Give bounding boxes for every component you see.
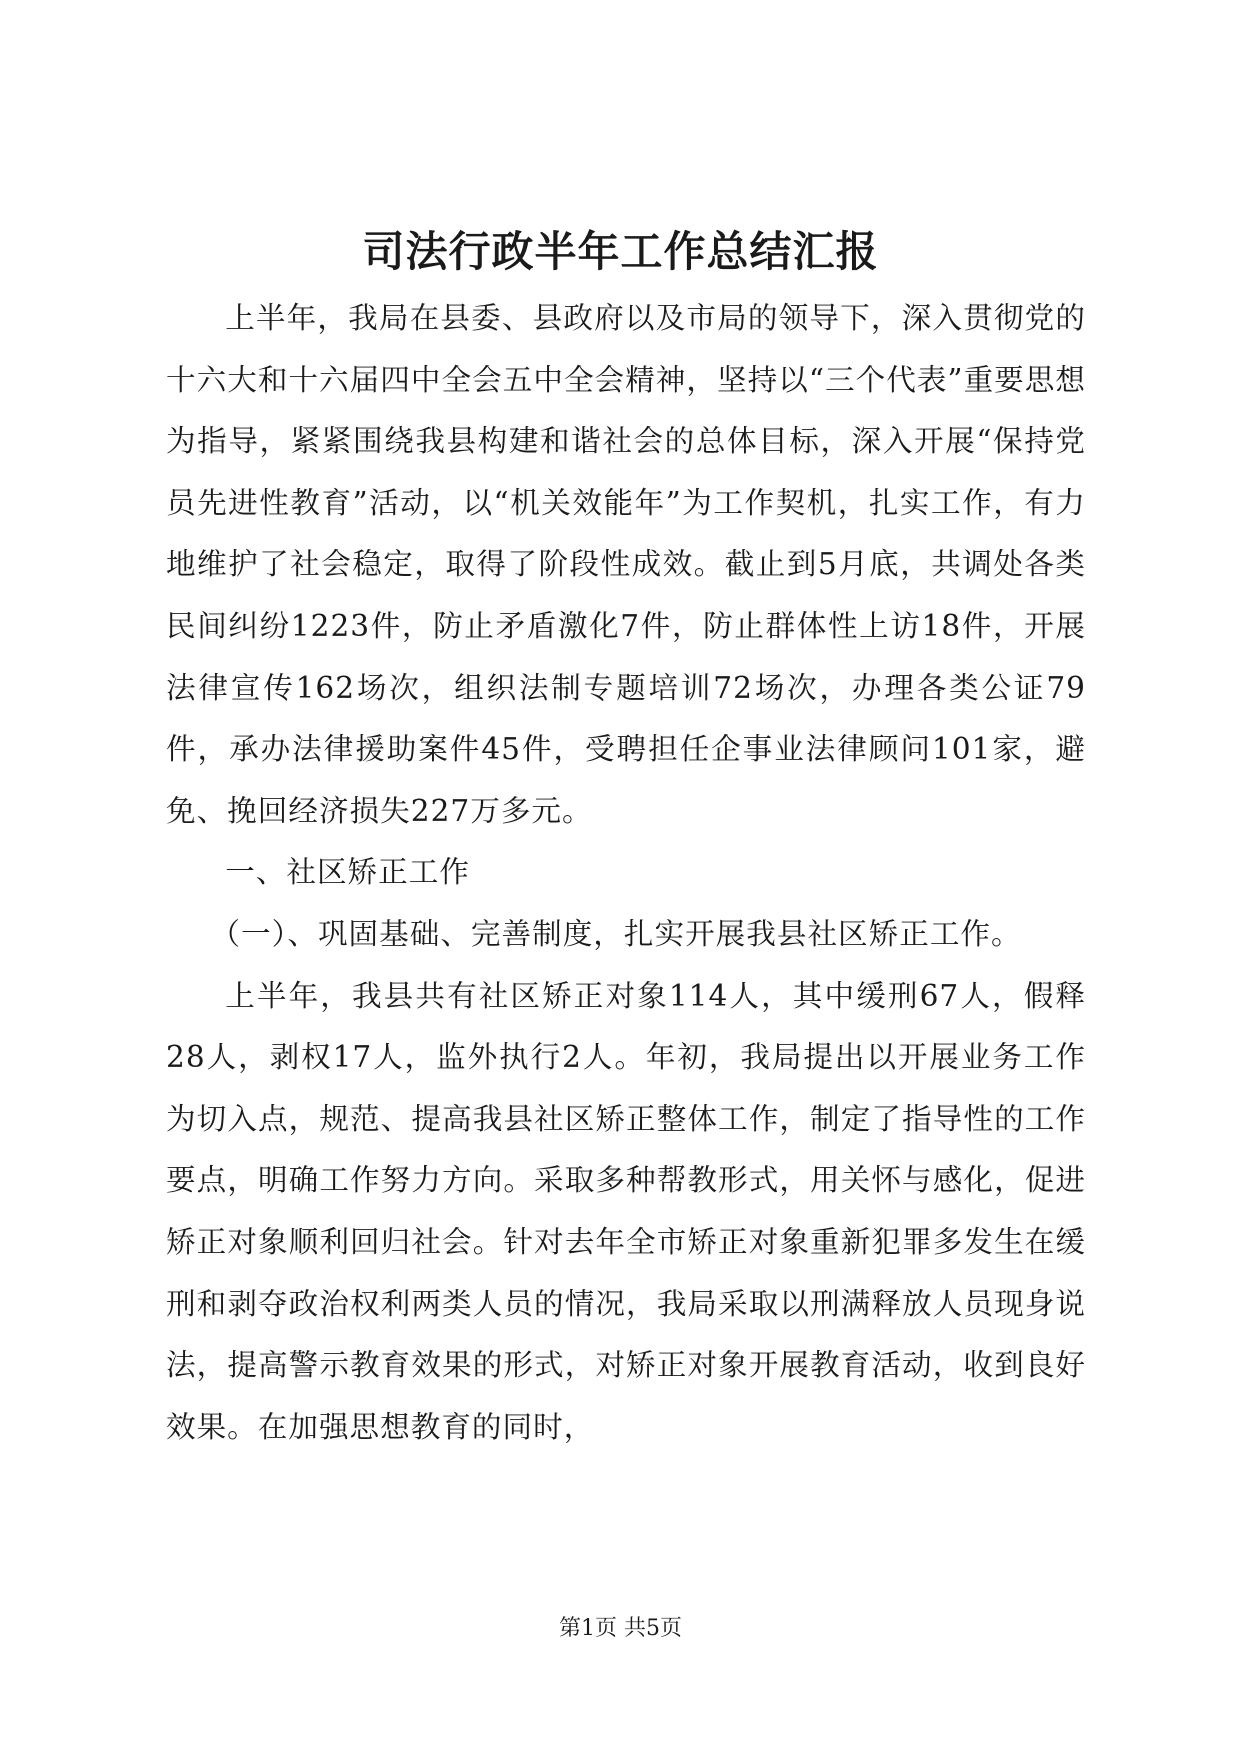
paragraph-intro: 上半年，我局在县委、县政府以及市局的领导下，深入贯彻党的十六大和十六届四中全会五中全会精神，坚持以“三个代表”重要思想为指导，紧紧围绕我县构建和谐社会的总体目标，深入开展“保持党员先进性教育”活动，以“机关效能年”为工作契机，扎实工作，有力地维护了社会稳定，取得了阶段性成效。截止到5月底，共调处各类民间纠纷1223件，防止矛盾激化7件，防止群体性上访18件，开展法律宣传162场次，组织法制专题培训72场次，办理各类公证79件，承办法律援助案件45件，受聘担任企事业法律顾问101家，避免、挽回经济损失227万多元。 — [166, 301, 1086, 828]
document-body — [166, 288, 1086, 1458]
document-title: 司法行政半年工作总结汇报 — [362, 227, 879, 276]
paragraph-community-correction: 上半年，我县共有社区矫正对象114人，其中缓刑67人，假释28人，剥权17人，监外执行2人。年初，我局提出以开展业务工作为切入点，规范、提高我县社区矫正整体工作，制定了指导性的工作要点，明确工作努力方向。采取多种帮教形式，用关怀与感化，促进矫正对象顺利回归社会。针对去年全市矫正对象重新犯罪多发生在缓刑和剥夺政治权利两类人员的情况，我局采取以刑满释放人员现身说法，提高警示教育效果的形式，对矫正对象开展教育活动，收到良好效果。在加强思想教育的同时， — [166, 978, 1086, 1444]
section-heading: 一、社区矫正工作 — [225, 855, 470, 890]
page-number: 第1页 共5页 — [559, 1616, 682, 1641]
subsection-heading: （一）、巩固基础、完善制度，扎实开展我县社区矫正工作。 — [210, 916, 1022, 951]
